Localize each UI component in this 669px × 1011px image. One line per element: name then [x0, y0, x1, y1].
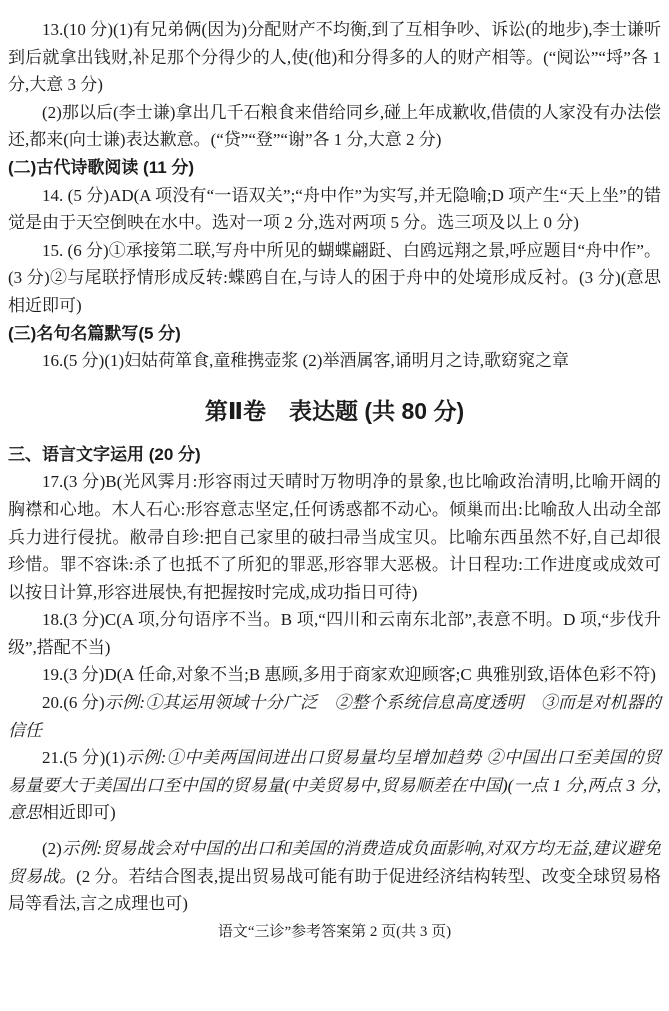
answer-14 — [8, 182, 661, 237]
answer-text: 20.(6 分) — [42, 693, 105, 713]
answer-17 — [8, 468, 661, 606]
answer-text: (三)名句名篇默写(5 分) — [8, 323, 181, 343]
answer-18 — [8, 606, 661, 661]
answer-text: (2) — [42, 839, 62, 859]
answer-text: 14. (5 分)AD(A 项没有“一语双关”;“舟中作”为实写,并无隐喻;D 项产生“天上坐”的错觉是由于天空倒映在水中。选对一项 2 分,选对两项 5 分。选三项及以上 0 分) — [8, 185, 661, 233]
answer-text: 19.(3 分)D(A 任命,对象不当;B 惠顾,多用于商家欢迎顾客;C 典雅别致,语体色彩不符) — [42, 665, 656, 685]
answer-21-part1 — [8, 744, 661, 827]
part2-title — [8, 395, 661, 427]
answer-19 — [8, 661, 661, 689]
answer-text: 15. (6 分)①承接第二联,写舟中所见的蝴蝶翩跹、白鸥远翔之景,呼应题目“舟中作”。(3 分)②与尾联抒情形成反转:蝶鸥自在,与诗人的困于舟中的处境形成反衬。(3 分)(意思相近即可) — [8, 240, 661, 315]
answer-text: 相近即可) — [42, 803, 116, 823]
answer-text: 三、语言文字运用 (20 分) — [8, 444, 201, 464]
answer-text: 第Ⅱ卷 表达题 (共 80 分) — [204, 397, 465, 424]
answer-key-content — [8, 16, 661, 918]
section-heading-language-use — [8, 441, 661, 469]
answer-21-part2 — [8, 835, 661, 918]
answer-16 — [8, 347, 661, 375]
answer-13-part1 — [8, 16, 661, 99]
sample-answer-text: 示例:①其运用领域十分广泛 ②整个系统信息高度透明 ③而是对机器的信任 — [8, 693, 661, 740]
answer-text: 16.(5 分)(1)妇姑荷箪食,童稚携壶浆 (2)举酒属客,诵明月之诗,歌窈窕之章 — [42, 351, 569, 371]
section-heading-famous-passages — [8, 320, 661, 348]
answer-13-part2 — [8, 99, 661, 154]
answer-20 — [8, 689, 661, 744]
answer-text: (2)那以后(李士谦)拿出几千石粮食来借给同乡,碰上年成歉收,借债的人家没有办法偿还,都来(向士谦)表达歉意。(“贷”“登”“谢”各 1 分,大意 2 分) — [8, 102, 661, 150]
answer-text: 13.(10 分)(1)有兄弟俩(因为)分配财产不均衡,到了互相争吵、诉讼(的地步),李士谦听到后就拿出钱财,补足那个分得少的人,使(他)和分得多的人的财产相等。(“阋讼”“埒”各 1 分,大意 3 分) — [8, 20, 661, 95]
sample-answer-text: 示例:①中美两国间进出口贸易量均呈增加趋势 ②中国出口至美国的贸易量要大于美国出口至中国的贸易量(中美贸易中,贸易顺差在中国)(一点 1 分,两点 3 分,意思 — [8, 748, 661, 823]
answer-text: (二)古代诗歌阅读 (11 分) — [8, 157, 195, 177]
answer-text: 18.(3 分)C(A 项,分句语序不当。B 项,“四川和云南东北部”,表意不明。D 项,“步伐升级”,搭配不当) — [8, 610, 661, 657]
section-heading-ancient-poetry — [8, 154, 661, 182]
answer-15 — [8, 237, 661, 320]
page-footer: 语文“三诊”参考答案第 2 页(共 3 页) — [217, 923, 452, 940]
answer-text: (2 分。若结合图表,提出贸易战可能有助于促进经济结构转型、改变全球贸易格局等看法,言之成理也可) — [8, 866, 661, 914]
answer-text: 17.(3 分)B(光风霁月:形容雨过天晴时万物明净的景象,也比喻政治清明,比喻开阔的胸襟和心地。木人石心:形容意志坚定,任何诱惑都不动心。倾巢而出:比喻敌人出动全部兵力进行侵扰。敝帚自珍:把自己家里的破扫帚当成宝贝。比喻东西虽然不好,自己却很珍惜。罪不容诛:杀了也抵不了所犯的罪恶,形容罪大恶极。计日程功:工作进度或成效可以按日计算,形容进展快,有把握按时完成,成功指日可待) — [8, 472, 661, 602]
sample-answer-text: 示例:贸易战会对中国的出口和美国的消费造成负面影响,对双方均无益,建议避免贸易战。 — [8, 839, 661, 886]
answer-text: 21.(5 分)(1) — [42, 748, 126, 768]
